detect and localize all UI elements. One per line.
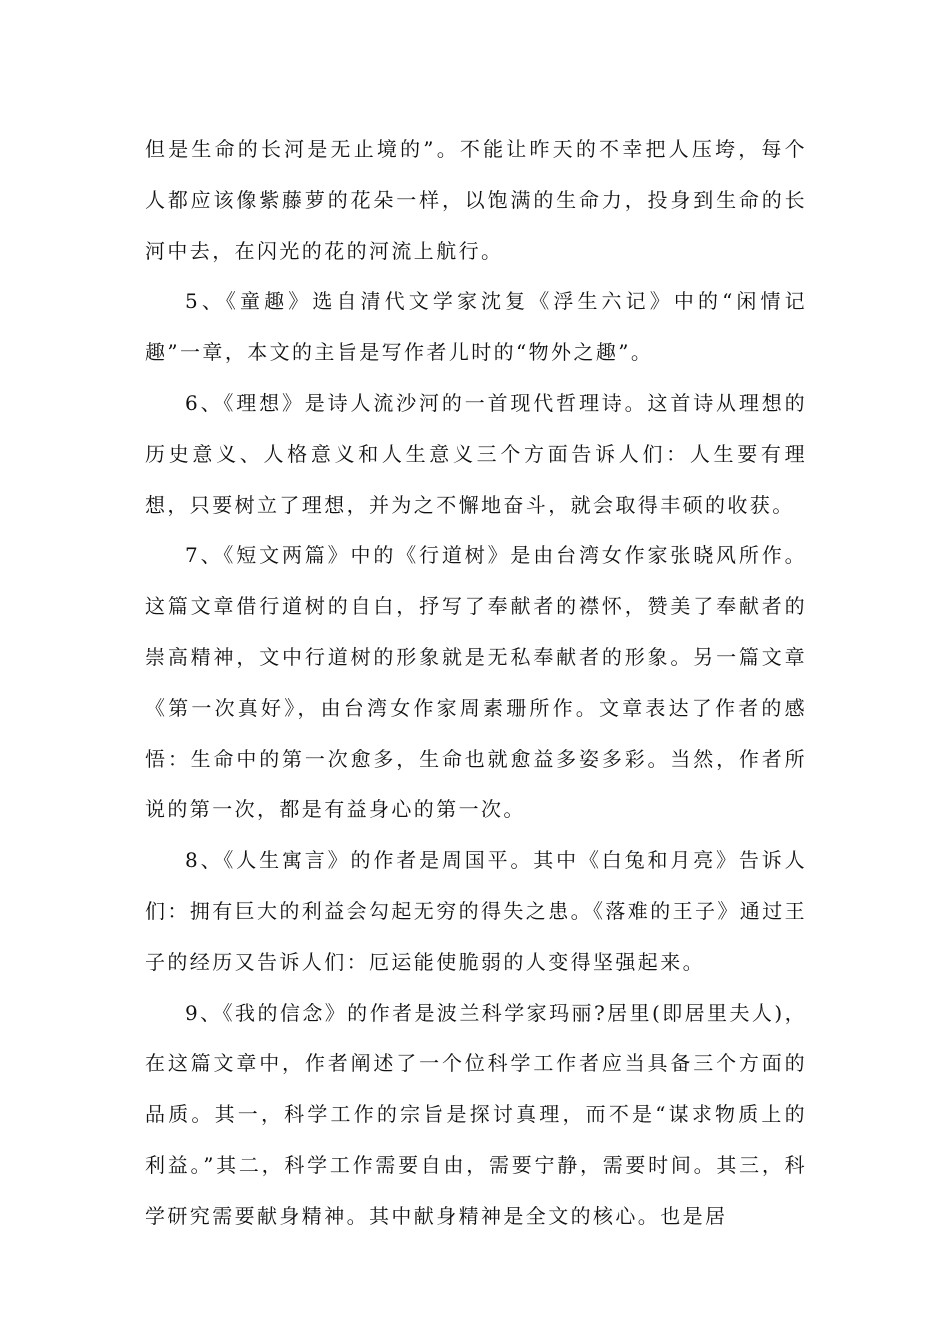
paragraph-item-8: 8、《人生寓言》的作者是周国平。其中《白兔和月亮》告诉人们：拥有巨大的利益会勾起无穷的得失之患。《落难的王子》通过王子的经历又告诉人们：厄运能使脆弱的人变得坚强起来。 bbox=[145, 848, 807, 974]
paragraph-item-7: 7、《短文两篇》中的《行道树》是由台湾女作家张晓风所作。这篇文章借行道树的自白，抒写了奉献者的襟怀，赞美了奉献者的崇高精神，文中行道树的形象就是无私奉献者的形象。另一篇文章《第一次真好》，由台湾女作家周素珊所作。文章表达了作者的感悟：生命中的第一次愈多，生命也就愈益多姿多彩。当然，作者所说的第一次，都是有益身心的第一次。 bbox=[145, 543, 807, 822]
paragraph-continued: 但是生命的长河是无止境的”。不能让昨天的不幸把人压垮，每个人都应该像紫藤萝的花朵一样，以饱满的生命力，投身到生命的长河中去，在闪光的花的河流上航行。 bbox=[145, 137, 807, 263]
paragraph-item-9: 9、《我的信念》的作者是波兰科学家玛丽?居里(即居里夫人)，在这篇文章中，作者阐述了一个位科学工作者应当具备三个方面的品质。其一，科学工作的宗旨是探讨真理，而不是“谋求物质上的利益。”其二，科学工作需要自由，需要宁静，需要时间。其三，科学研究需要献身精神。其中献身精神是全文的核心。也是居 bbox=[145, 1000, 807, 1228]
document-body bbox=[145, 124, 807, 1242]
paragraph-item-5: 5、《童趣》选自清代文学家沈复《浮生六记》中的“闲情记趣”一章，本文的主旨是写作者儿时的“物外之趣”。 bbox=[145, 289, 807, 365]
paragraph-item-6: 6、《理想》是诗人流沙河的一首现代哲理诗。这首诗从理想的历史意义、人格意义和人生意义三个方面告诉人们：人生要有理想，只要树立了理想，并为之不懈地奋斗，就会取得丰硕的收获。 bbox=[145, 390, 807, 517]
